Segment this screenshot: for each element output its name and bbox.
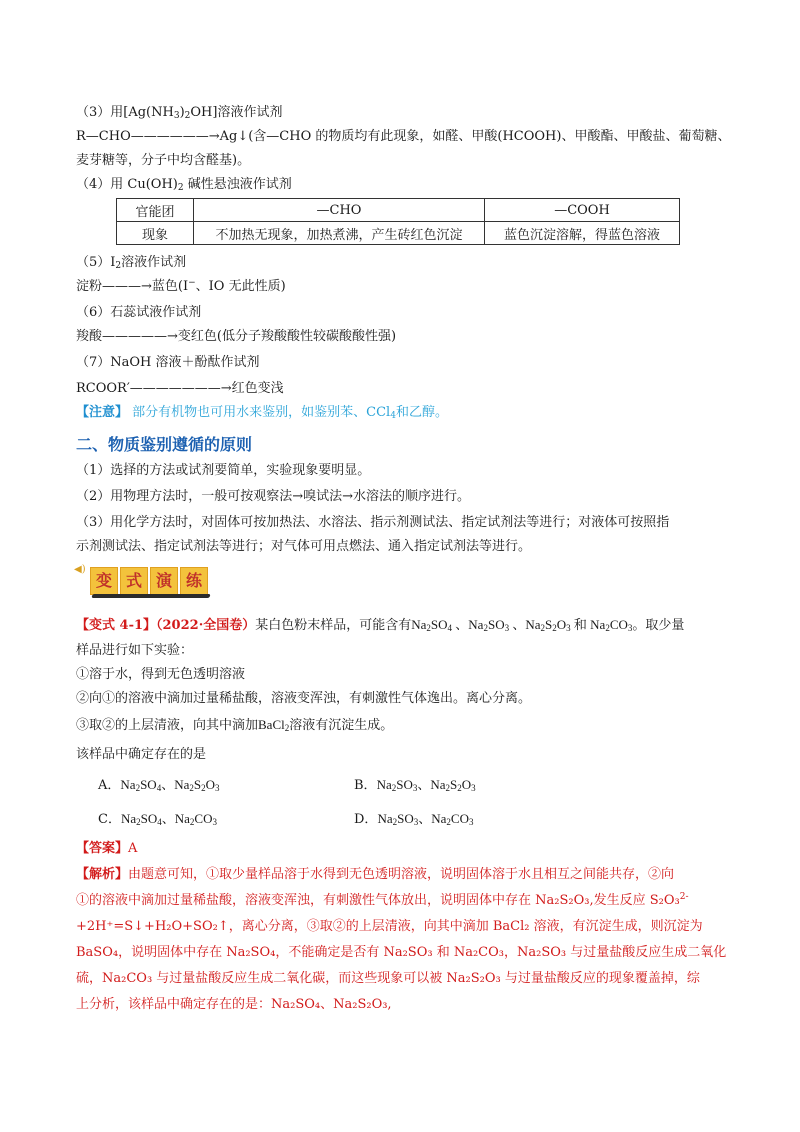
p3-heading: （3）用$[Ag(NH_3)_2OH]$溶液作试剂 xyxy=(76,105,283,121)
analysis-line: 硫，Na₂CO₃ 与过量盐酸反应生成二氧化碳，而这些现象可以被 Na₂S₂O₃ 与过量盐酸反应的现象覆盖掉，综 xyxy=(76,971,700,986)
p7-heading: （7）NaOH 溶液＋酚酞作试剂 xyxy=(76,355,260,370)
principle-item: 示剂测试法、指定试剂法等进行；对气体可用点燃法、通入指定试剂法等进行。 xyxy=(76,539,532,554)
experiment-step: ③取②的上层清液，向其中滴加BaCl$_2$溶液有沉淀生成。 xyxy=(76,717,394,733)
answer-line xyxy=(76,840,137,858)
section-title: 二、物质鉴别遵循的原则 xyxy=(76,435,253,454)
p4-heading: （4）用 $Cu(OH)_2$ 碱性悬浊液作试剂 xyxy=(76,177,292,193)
table-row xyxy=(117,222,680,245)
analysis-line: BaSO₄，说明固体中存在 Na₂SO₄，不能确定是否有 Na₂SO₃ 和 Na₂CO₃，Na₂SO₃ 与过量盐酸反应生成二氧化 xyxy=(76,945,727,960)
principle-item: （3）用化学方法时，对固体可按加热法、水溶法、指示剂测试法、指定试剂法等进行；对液体可按照指 xyxy=(76,515,670,530)
principle-item: （2）用物理方法时，一般可按观察法→嗅试法→水溶法的顺序进行。 xyxy=(76,489,471,504)
note-line: 【注意】 部分有机物也可用水来鉴别，如鉴别苯、CCl$_4$和乙醇。 xyxy=(76,405,448,421)
banner-char: 练 xyxy=(180,567,208,595)
option-a[interactable]: A．$Na_2SO_4$、$Na_2S_2O_3$ xyxy=(98,777,220,793)
p3-line1: R—CHO——————→Ag↓(含—CHO 的物质均有此现象，如醛、甲酸(HCOOH)、甲酸酯、甲酸盐、葡萄糖、 xyxy=(76,129,731,144)
p5-line: 淀粉———→蓝色(I−、IO 无此性质) xyxy=(76,278,286,294)
analysis-line: +2H⁺=S↓+H₂O+SO₂↑，离心分离，③取②的上层清液，向其中滴加 BaCl₂ 溶液，有沉淀生成，则沉淀为 xyxy=(76,919,703,934)
table-cell: 蓝色沉淀溶解，得蓝色溶液 xyxy=(485,222,680,245)
problem-stem: 【变式 4-1】（2022·全国卷）某白色粉末样品，可能含有$Na_2SO_4$ 、$Na_2SO_3$ 、$Na_2S_2O_3$ 和 $Na_2CO_3$。取少量 xyxy=(76,617,685,633)
principle-item: （1）选择的方法或试剂要简单，实验现象要明显。 xyxy=(76,463,371,478)
banner-char: 变 xyxy=(90,567,118,595)
functional-group-table xyxy=(116,198,680,245)
analysis-line: 【解析】由题意可知，①取少量样品溶于水得到无色透明溶液，说明固体溶于水且相互之间能共存，②向 xyxy=(76,867,675,882)
experiment-step: ②向①的溶液中滴加过量稀盐酸，溶液变浑浊，有刺激性气体逸出。离心分离。 xyxy=(76,691,532,706)
problem-source: （2022·全国卷） xyxy=(156,618,256,633)
p6-heading: （6）石蕊试液作试剂 xyxy=(76,305,202,320)
analysis-tag: 【解析】 xyxy=(76,867,129,882)
variant-practice-banner xyxy=(72,564,212,600)
answer-value: A xyxy=(128,841,138,856)
table-cell: 现象 xyxy=(117,222,194,245)
speaker-icon: ◀) xyxy=(74,564,86,575)
experiment-step: ①溶于水，得到无色透明溶液 xyxy=(76,667,246,682)
banner-char: 演 xyxy=(150,567,178,595)
option-d[interactable]: D．$Na_2SO_3$、$Na_2CO_3$ xyxy=(354,811,474,827)
table-header-cell: —COOH xyxy=(485,199,680,222)
table-row xyxy=(117,199,680,222)
analysis-line: 上分析，该样品中确定存在的是：Na₂SO₄、Na₂S₂O₃, xyxy=(76,997,392,1012)
p7-line: RCOOR′———————→红色变浅 xyxy=(76,381,284,396)
p3-line2: 麦芽糖等，分子中均含醛基)。 xyxy=(76,153,251,168)
note-tag: 【注意】 xyxy=(76,405,129,420)
table-header-cell: 官能团 xyxy=(117,199,194,222)
problem-stem-cont: 样品进行如下实验： xyxy=(76,643,194,658)
banner-underline xyxy=(91,594,210,598)
banner-char: 式 xyxy=(120,567,148,595)
table-header-cell: —CHO xyxy=(194,199,485,222)
p6-line: 羧酸—————→变红色(低分子羧酸酸性较碳酸酸性强) xyxy=(76,329,397,344)
problem-tag: 【变式 4-1】 xyxy=(76,618,157,633)
p5-heading: $(5)I_2$溶液作试剂 xyxy=(76,255,187,271)
question: 该样品中确定存在的是 xyxy=(76,747,207,762)
answer-tag: 【答案】 xyxy=(76,841,129,856)
option-b[interactable]: B．$Na_2SO_3$、$Na_2S_2O_3$ xyxy=(354,777,476,793)
table-cell: 不加热无现象，加热煮沸，产生砖红色沉淀 xyxy=(194,222,485,245)
analysis-line: ①的溶液中滴加过量稀盐酸，溶液变浑浊，有刺激性气体放出，说明固体中存在 Na₂S₂O₃,发生反应 S₂O₃$^{2-}$ xyxy=(76,892,689,908)
option-c[interactable]: C．$Na_2SO_4$、$Na_2CO_3$ xyxy=(98,811,217,827)
